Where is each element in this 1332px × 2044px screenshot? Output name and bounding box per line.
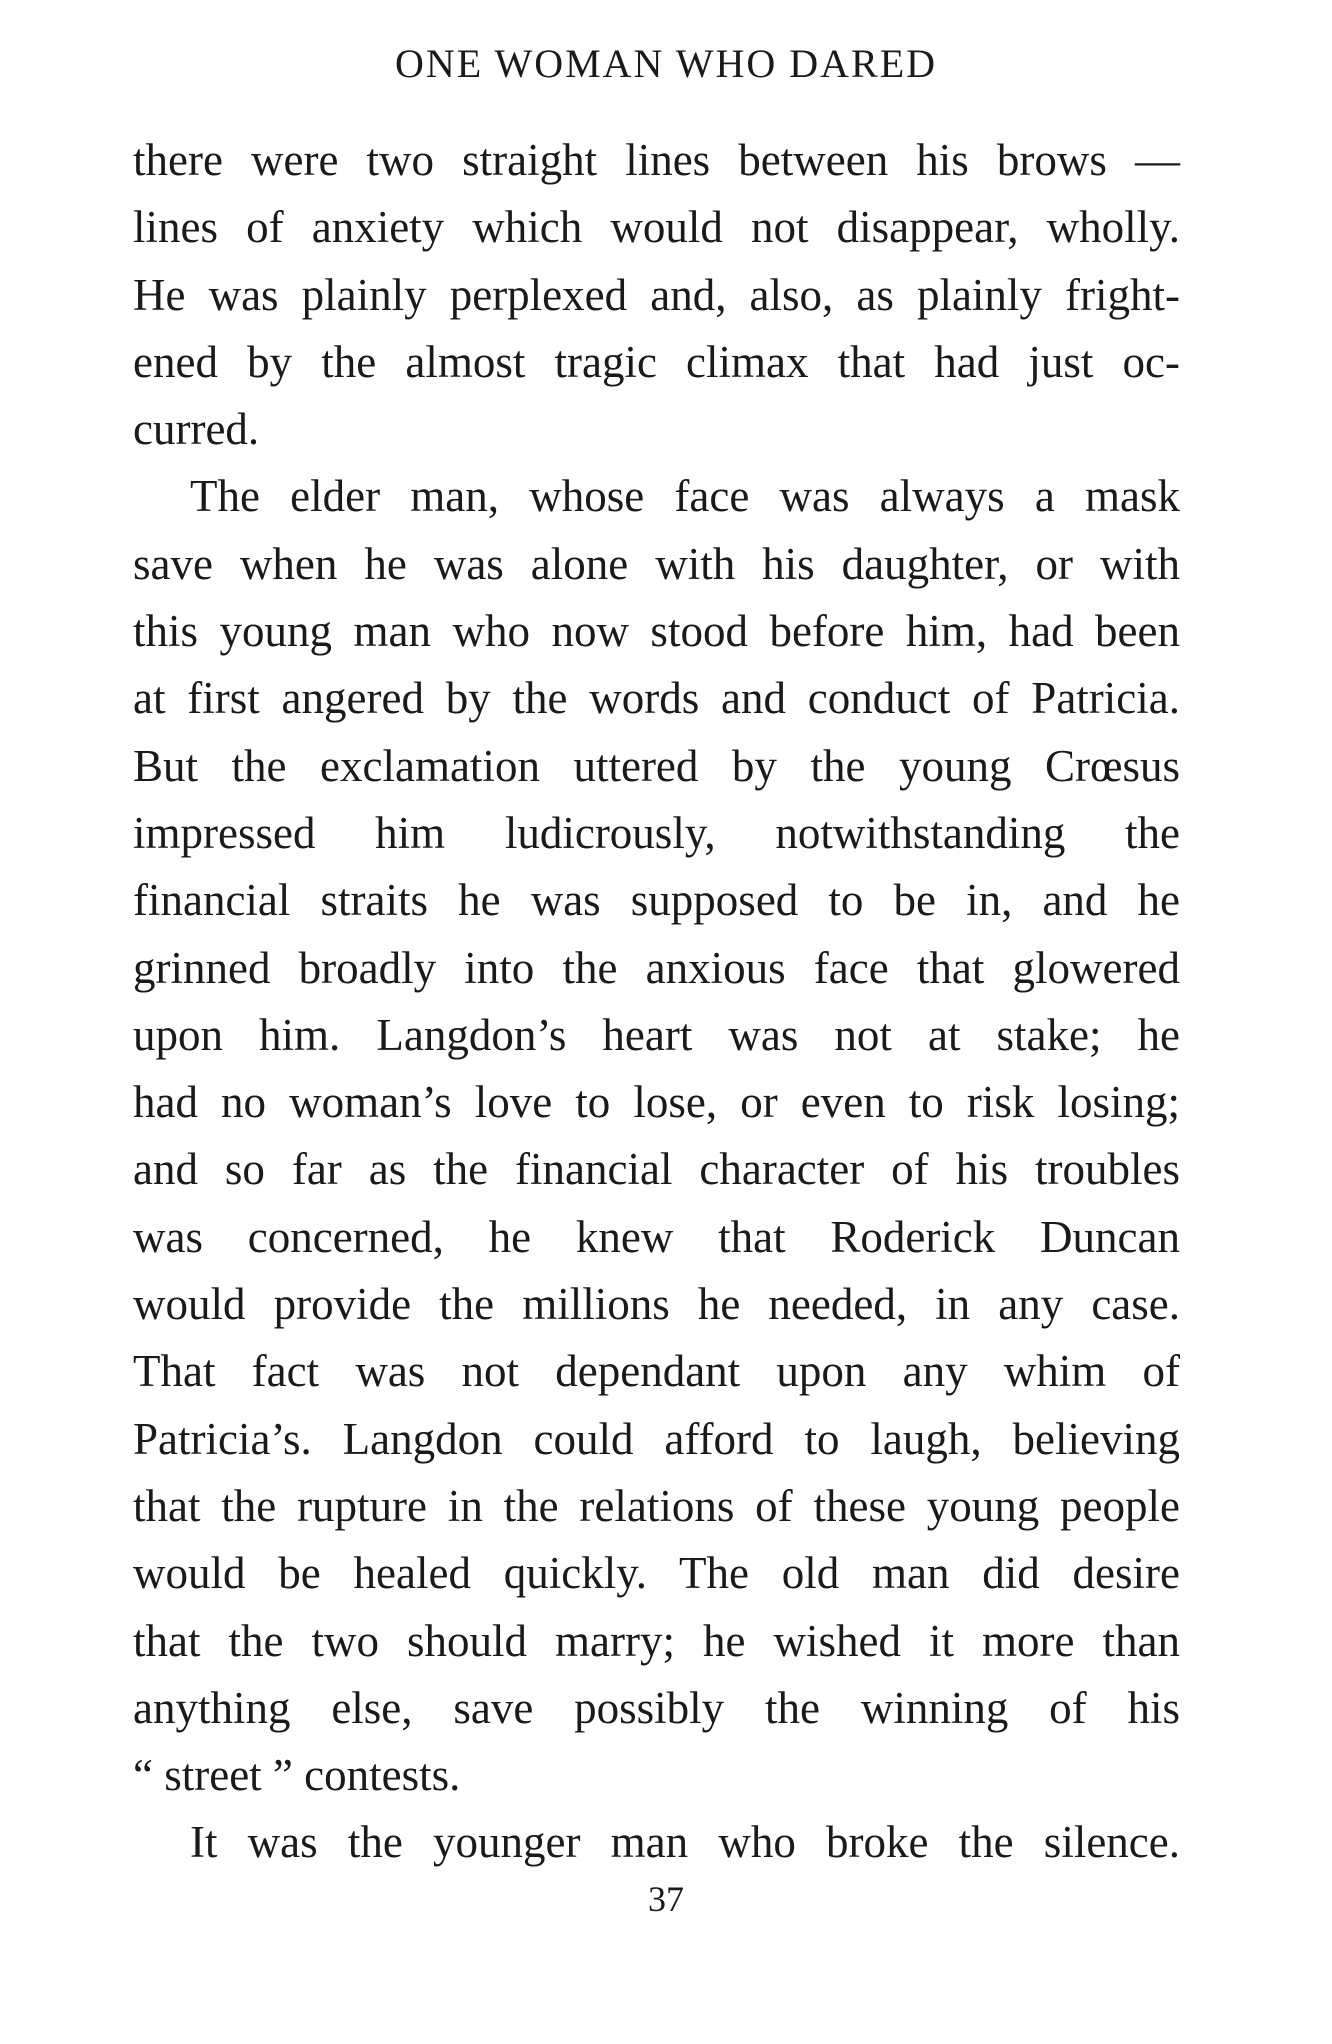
text-line: and so far as the financial character of his troubles	[133, 1144, 1180, 1195]
body-text	[133, 127, 1180, 1877]
running-head: ONE WOMAN WHO DARED	[394, 41, 938, 86]
text-line: ened by the almost tragic climax that had just oc-	[133, 336, 1180, 387]
text-line: upon him. Langdon’s heart was not at stake; he	[133, 1009, 1180, 1060]
text-line: was concerned, he knew that Roderick Duncan	[133, 1211, 1180, 1262]
text-line: this young man who now stood before him, had been	[133, 606, 1180, 657]
text-line: would provide the millions he needed, in any case.	[133, 1279, 1180, 1330]
text-line: anything else, save possibly the winning of his	[133, 1682, 1180, 1733]
text-line: Patricia’s. Langdon could afford to laugh, believing	[133, 1413, 1180, 1464]
text-line: that the rupture in the relations of these young people	[133, 1480, 1180, 1531]
text-line: That fact was not dependant upon any whim of	[133, 1346, 1180, 1397]
text-line: curred.	[133, 404, 260, 455]
text-line: grinned broadly into the anxious face that glowered	[133, 942, 1180, 993]
text-line: But the exclamation uttered by the young Crœsus	[133, 740, 1180, 791]
text-line: The elder man, whose face was always a mask	[190, 471, 1180, 522]
text-line: financial straits he was supposed to be in, and he	[133, 875, 1180, 926]
text-line: at first angered by the words and conduct of Patricia.	[133, 673, 1180, 724]
text-line: save when he was alone with his daughter, or with	[133, 538, 1180, 589]
text-line: had no woman’s love to lose, or even to risk losing;	[133, 1077, 1180, 1128]
text-line: He was plainly perplexed and, also, as plainly fright-	[133, 269, 1180, 320]
text-line: there were two straight lines between his brows —	[133, 135, 1180, 185]
text-line: impressed him ludicrously, notwithstanding the	[133, 807, 1180, 858]
text-line: that the two should marry; he wished it more than	[133, 1615, 1180, 1666]
text-line: lines of anxiety which would not disappear, wholly.	[133, 202, 1180, 253]
text-line: It was the younger man who broke the silence.	[190, 1817, 1180, 1868]
page-number: 37	[648, 1879, 684, 1919]
text-line: would be healed quickly. The old man did desire	[133, 1548, 1180, 1599]
text-line: “ street ” contests.	[133, 1750, 461, 1801]
